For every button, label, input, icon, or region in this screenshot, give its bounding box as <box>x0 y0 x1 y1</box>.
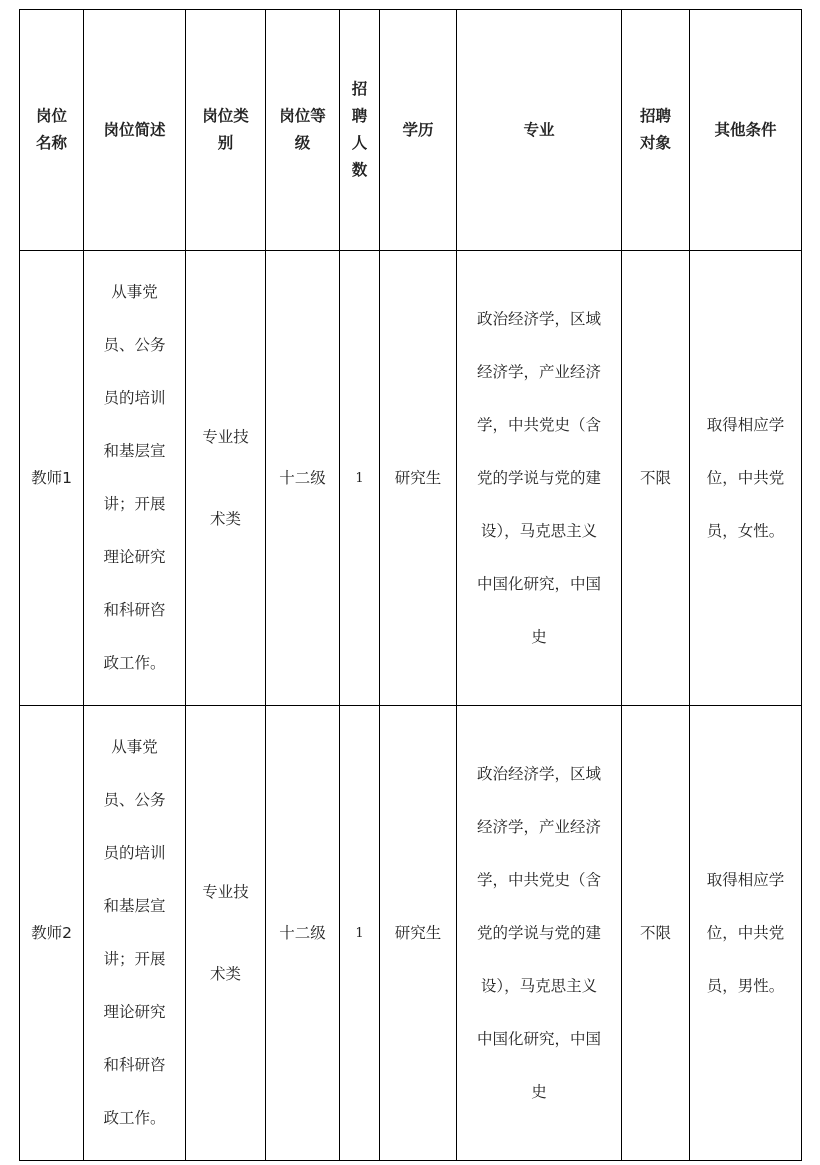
header-position-name: 岗位 名称 <box>20 10 84 251</box>
cell-education: 研究生 <box>380 251 457 706</box>
cell-recruit-count: 1 <box>340 706 380 1161</box>
cell-position-type: 专业技 术类 <box>186 251 266 706</box>
cell-position-level: 十二级 <box>266 706 340 1161</box>
cell-recruit-count: 1 <box>340 251 380 706</box>
cell-position-name: 教师2 <box>20 706 84 1161</box>
cell-recruit-target: 不限 <box>622 251 690 706</box>
header-recruit-target: 招聘 对象 <box>622 10 690 251</box>
header-major: 专业 <box>457 10 622 251</box>
cell-position-type: 专业技 术类 <box>186 706 266 1161</box>
cell-other-conditions: 取得相应学 位，中共党 员，女性。 <box>690 251 802 706</box>
recruitment-table <box>19 9 802 1161</box>
table-row <box>20 251 802 706</box>
cell-other-conditions: 取得相应学 位，中共党 员，男性。 <box>690 706 802 1161</box>
cell-position-description: 从事党 员、公务 员的培训 和基层宣 讲；开展 理论研究 和科研咨 政工作。 <box>84 251 186 706</box>
cell-recruit-target: 不限 <box>622 706 690 1161</box>
header-other-conditions: 其他条件 <box>690 10 802 251</box>
cell-position-name: 教师1 <box>20 251 84 706</box>
header-position-description: 岗位简述 <box>84 10 186 251</box>
cell-position-description: 从事党 员、公务 员的培训 和基层宣 讲；开展 理论研究 和科研咨 政工作。 <box>84 706 186 1161</box>
cell-major: 政治经济学，区域 经济学，产业经济 学，中共党史（含 党的学说与党的建 设），马克思主义 中国化研究，中国 史 <box>457 706 622 1161</box>
recruitment-table-container <box>19 9 802 1161</box>
header-position-type: 岗位类 别 <box>186 10 266 251</box>
table-header-row <box>20 10 802 251</box>
cell-education: 研究生 <box>380 706 457 1161</box>
header-recruit-count: 招 聘 人 数 <box>340 10 380 251</box>
header-education: 学历 <box>380 10 457 251</box>
cell-position-level: 十二级 <box>266 251 340 706</box>
header-position-level: 岗位等 级 <box>266 10 340 251</box>
cell-major: 政治经济学，区域 经济学，产业经济 学，中共党史（含 党的学说与党的建 设），马克思主义 中国化研究，中国 史 <box>457 251 622 706</box>
table-row <box>20 706 802 1161</box>
